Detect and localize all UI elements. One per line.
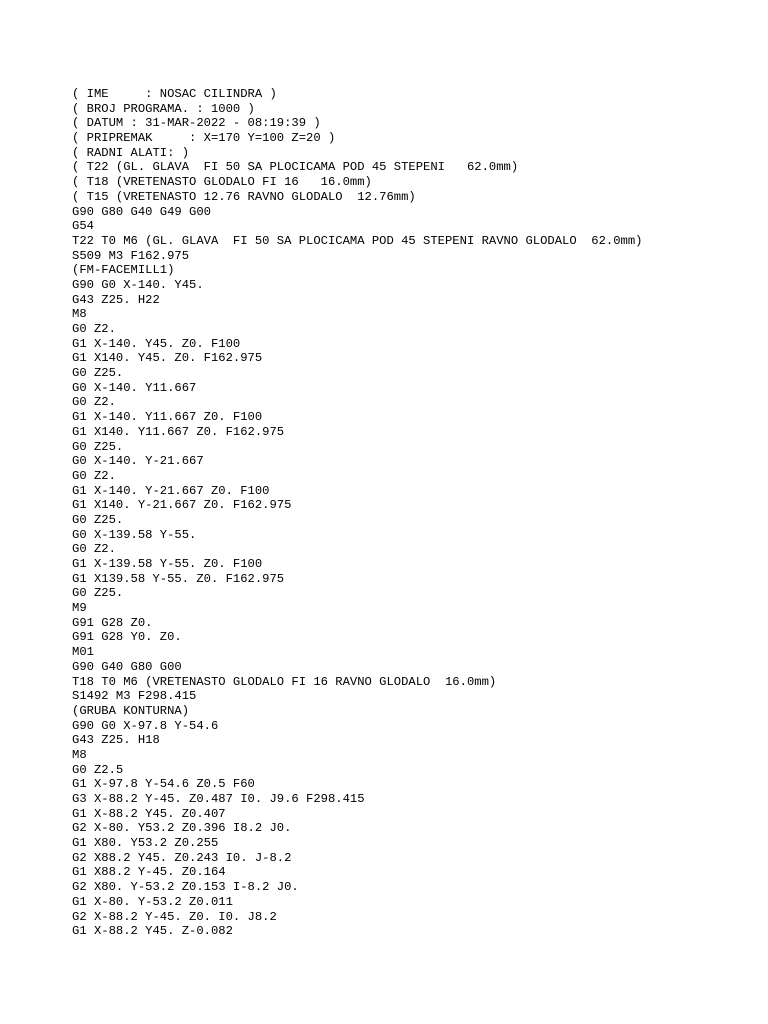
code-line: M01 bbox=[72, 645, 94, 660]
code-line: G1 X-88.2 Y45. Z0.407 bbox=[72, 806, 226, 821]
code-line: G0 X-139.58 Y-55. bbox=[72, 527, 197, 542]
code-line: G2 X80. Y-53.2 Z0.153 I-8.2 J0. bbox=[72, 880, 299, 895]
code-line: ( IME : NOSAC CILINDRA ) bbox=[72, 87, 277, 101]
code-line: ( PRIPREMAK : X=170 Y=100 Z=20 ) bbox=[72, 131, 336, 146]
code-line: M8 bbox=[72, 747, 87, 762]
code-line: G0 Z2. bbox=[72, 322, 116, 336]
code-line: G0 Z25. bbox=[72, 366, 124, 381]
code-line: G0 Z25. bbox=[72, 512, 124, 527]
code-line: G1 X88.2 Y-45. Z0.164 bbox=[72, 865, 226, 880]
code-line: G1 X-140. Y-21.667 Z0. F100 bbox=[72, 483, 270, 498]
code-line: ( BROJ PROGRAMA. : 1000 ) bbox=[72, 101, 255, 116]
code-line: G90 G0 X-97.8 Y-54.6 bbox=[72, 718, 219, 733]
code-line: S509 M3 F162.975 bbox=[72, 248, 190, 263]
code-line: G1 X80. Y53.2 Z0.255 bbox=[72, 836, 219, 851]
code-line: T22 T0 M6 (GL. GLAVA FI 50 SA PLOCICAMA POD 45 STEPENI RAVNO GLODALO 62.0mm) bbox=[72, 233, 643, 248]
code-line: M9 bbox=[72, 601, 87, 616]
code-line: (FM-FACEMILL1) bbox=[72, 263, 175, 278]
code-line: G0 Z2. bbox=[72, 542, 116, 557]
code-line: G0 Z2.5 bbox=[72, 762, 124, 777]
code-line: M8 bbox=[72, 307, 87, 322]
code-line: G0 Z2. bbox=[72, 468, 116, 483]
code-line: G2 X88.2 Y45. Z0.243 I0. J-8.2 bbox=[72, 850, 292, 865]
code-line: G1 X-80. Y-53.2 Z0.011 bbox=[72, 894, 233, 909]
code-line: G54 bbox=[72, 219, 94, 234]
code-line: G1 X140. Y11.667 Z0. F162.975 bbox=[72, 424, 285, 439]
code-line: G1 X140. Y45. Z0. F162.975 bbox=[72, 351, 263, 366]
code-line: G1 X139.58 Y-55. Z0. F162.975 bbox=[72, 571, 285, 586]
code-line: G0 Z25. bbox=[72, 586, 124, 601]
code-line: G2 X-80. Y53.2 Z0.396 I8.2 J0. bbox=[72, 821, 292, 836]
code-line: (GRUBA KONTURNA) bbox=[72, 703, 190, 718]
code-line: T18 T0 M6 (VRETENASTO GLODALO FI 16 RAVNO GLODALO 16.0mm) bbox=[72, 674, 497, 689]
code-line: G91 G28 Y0. Z0. bbox=[72, 630, 182, 645]
code-line: G43 Z25. H18 bbox=[72, 733, 160, 748]
code-line: G1 X-139.58 Y-55. Z0. F100 bbox=[72, 557, 263, 571]
code-line: G90 G40 G80 G00 bbox=[72, 659, 182, 674]
gcode-document bbox=[72, 87, 642, 939]
code-line: G3 X-88.2 Y-45. Z0.487 I0. J9.6 F298.415 bbox=[72, 792, 365, 806]
code-line: G90 G0 X-140. Y45. bbox=[72, 277, 204, 292]
code-line: G0 X-140. Y11.667 bbox=[72, 380, 197, 395]
code-line: G43 Z25. H22 bbox=[72, 292, 160, 307]
code-line: G0 X-140. Y-21.667 bbox=[72, 454, 204, 469]
code-line: G90 G80 G40 G49 G00 bbox=[72, 204, 211, 219]
code-line: ( T22 (GL. GLAVA FI 50 SA PLOCICAMA POD 45 STEPENI 62.0mm) bbox=[72, 160, 519, 175]
code-line: G0 Z2. bbox=[72, 395, 116, 410]
code-line: G1 X-140. Y45. Z0. F100 bbox=[72, 336, 241, 351]
code-line: ( DATUM : 31-MAR-2022 - 08:19:39 ) bbox=[72, 116, 321, 131]
code-line: ( RADNI ALATI: ) bbox=[72, 145, 190, 160]
code-line: G1 X-97.8 Y-54.6 Z0.5 F60 bbox=[72, 777, 255, 792]
code-line: G1 X140. Y-21.667 Z0. F162.975 bbox=[72, 498, 292, 513]
code-line: G1 X-88.2 Y45. Z-0.082 bbox=[72, 924, 233, 939]
code-line: G1 X-140. Y11.667 Z0. F100 bbox=[72, 410, 263, 425]
code-line: G91 G28 Z0. bbox=[72, 615, 153, 630]
code-line: ( T18 (VRETENASTO GLODALO FI 16 16.0mm) bbox=[72, 175, 372, 190]
code-line: G0 Z25. bbox=[72, 439, 124, 454]
code-line: G2 X-88.2 Y-45. Z0. I0. J8.2 bbox=[72, 909, 277, 924]
code-line: ( T15 (VRETENASTO 12.76 RAVNO GLODALO 12.76mm) bbox=[72, 189, 416, 204]
code-line: S1492 M3 F298.415 bbox=[72, 689, 197, 704]
